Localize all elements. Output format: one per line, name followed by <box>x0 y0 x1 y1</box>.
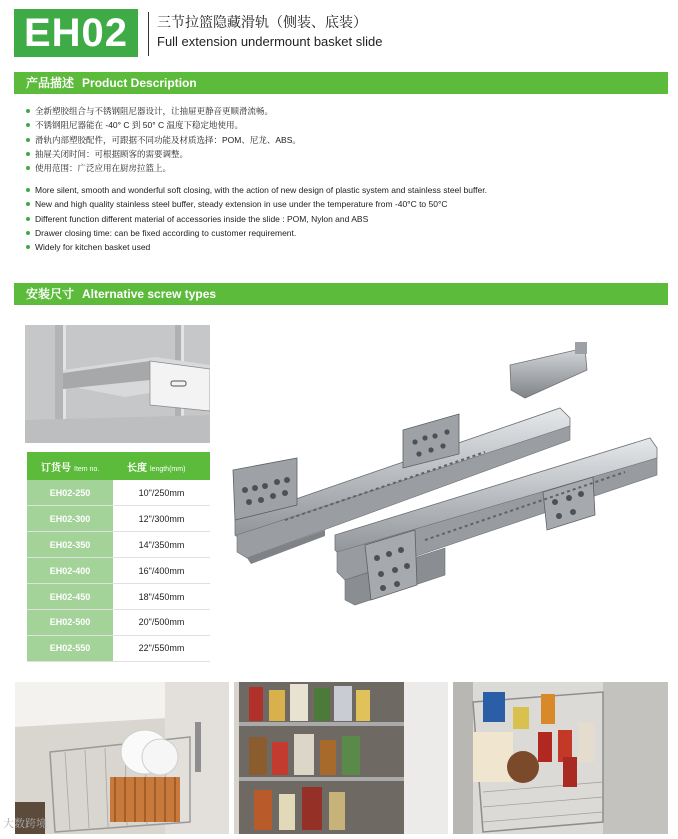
bullet-cn: 不锈钢阻尼器能在 -40° C 到 50° C 温度下稳定地使用。 <box>30 118 301 132</box>
spec-table <box>27 452 210 662</box>
table-row <box>27 609 210 635</box>
header-item-no: 订货号 Item no. <box>27 452 113 480</box>
spec-table-header <box>27 452 210 480</box>
bullet-cn: 滑轨内部塑胶配件，可跟据不同功能及材质选择：POM、尼龙、ABS。 <box>30 133 301 147</box>
bullet-en: New and high quality stainless steel buffer, steady extension in use under the temperature from -40°C to 50°C <box>30 197 487 211</box>
model-badge: EH02 <box>14 9 138 57</box>
kitchen-basket-photo-dishes <box>15 682 229 834</box>
bullet-cn: 使用范围：广泛应用在厨房拉篮上。 <box>30 161 301 175</box>
title-cn: 三节拉篮隐藏滑轨（侧装、底装） <box>157 14 367 30</box>
table-row <box>27 558 210 584</box>
item-length: 20"/500mm <box>113 609 210 635</box>
header-length: 长度 length(mm) <box>113 452 210 480</box>
item-length: 12"/300mm <box>113 506 210 532</box>
item-code: EH02-300 <box>27 506 113 532</box>
install-section-bar <box>14 283 668 305</box>
install-section-title-en: Alternative screw types <box>82 287 217 301</box>
item-code: EH02-400 <box>27 558 113 584</box>
drawer-illustration <box>25 325 210 443</box>
bullet-en: Different function different material of accessories inside the slide : POM, Nylon and ABS <box>30 212 487 226</box>
item-length: 16"/400mm <box>113 558 210 584</box>
item-code: EH02-450 <box>27 584 113 610</box>
item-code: EH02-250 <box>27 480 113 506</box>
bullet-cn: 抽屉关闭时间：可根据顾客的需要调整。 <box>30 147 301 161</box>
table-row <box>27 635 210 661</box>
table-row <box>27 532 210 558</box>
bullets-cn <box>30 104 301 175</box>
slide-product-image <box>225 330 665 620</box>
install-section-title-cn: 安装尺寸 <box>26 287 75 301</box>
table-row <box>27 480 210 506</box>
bullet-en: More silent, smooth and wonderful soft closing, with the action of new design of plastic system and stainless steel buffer. <box>30 183 487 197</box>
product-section-title-en: Product Description <box>82 76 197 90</box>
item-length: 22"/550mm <box>113 635 210 661</box>
title-en: Full extension undermount basket slide <box>157 34 383 49</box>
table-row <box>27 506 210 532</box>
item-length: 18"/450mm <box>113 584 210 610</box>
table-row <box>27 584 210 610</box>
product-description-bar <box>14 72 668 94</box>
item-code: EH02-350 <box>27 532 113 558</box>
product-section-title-cn: 产品描述 <box>26 76 75 90</box>
pantry-basket-photo <box>234 682 448 834</box>
title-block <box>148 12 382 56</box>
item-length: 14"/350mm <box>113 532 210 558</box>
watermark: 大数跨境 <box>3 818 47 830</box>
item-code: EH02-500 <box>27 609 113 635</box>
item-length: 10"/250mm <box>113 480 210 506</box>
bullet-en: Widely for kitchen basket used <box>30 240 487 254</box>
bullet-en: Drawer closing time: can be fixed according to customer requirement. <box>30 226 487 240</box>
item-code: EH02-550 <box>27 635 113 661</box>
bullets-en <box>30 183 487 254</box>
cabinet-basket-photo <box>453 682 668 834</box>
bullet-cn: 全新塑胶组合与不锈钢阻尼器设计，让抽屉更静音更顺滑流畅。 <box>30 104 301 118</box>
